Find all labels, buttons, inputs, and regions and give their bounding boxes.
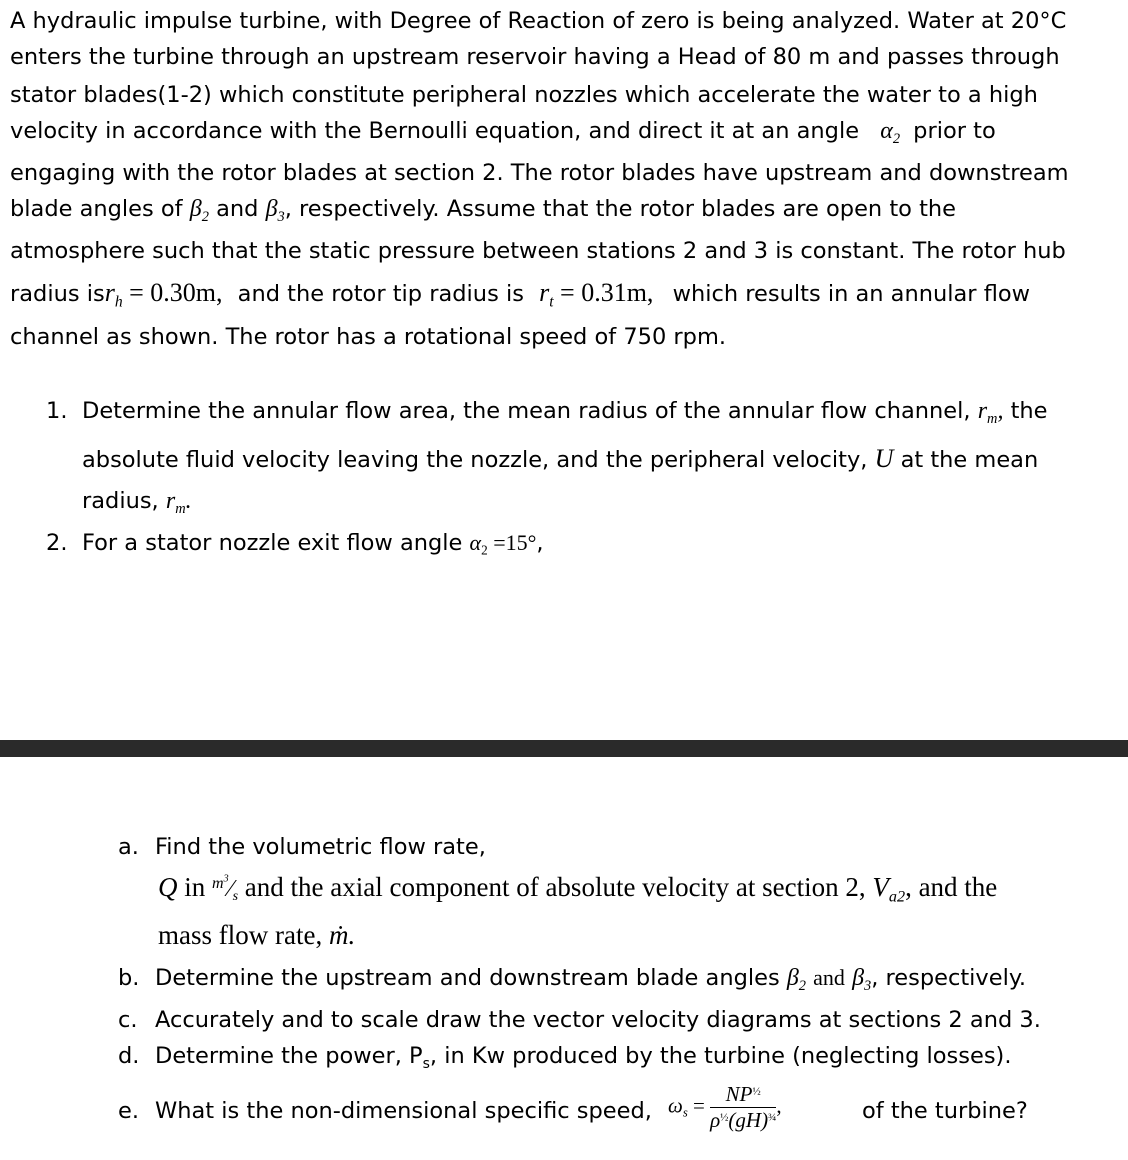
part-d-line: Determine the power, $P_s$, in Kw produced by the turbine (neglecting losses). [155, 1043, 1012, 1072]
intro-line-4-end: prior to [913, 118, 996, 144]
intro-line-8-text: radius is [10, 281, 105, 307]
m3-unit: m3 [212, 873, 229, 892]
in-word: in [184, 872, 206, 902]
intro-line-6-end: , respectively. Assume that the rotor blades are open to the [284, 196, 957, 222]
intro-line-6-and: and [216, 196, 259, 222]
q-symbol: Q [158, 872, 178, 902]
u-symbol: U [874, 444, 894, 473]
intro-line-4 [10, 118, 996, 148]
beta-2-symbol-b: $\beta_2$ [786, 965, 806, 995]
question-1-line-3 [82, 488, 192, 518]
part-c-text: Accurately and to scale draw the vector velocity diagrams at sections 2 and 3. [155, 1007, 1041, 1033]
specific-speed-fraction [710, 1082, 776, 1133]
part-a-line-3 [158, 920, 355, 951]
part-e-text-2: of the turbine? [862, 1098, 1028, 1124]
part-d-label: d. [118, 1043, 140, 1069]
question-1-text-a: Determine the annular flow area, the mean radius of the annular flow channel, [82, 398, 971, 424]
beta-3-symbol: $\beta_3$ [265, 196, 285, 226]
part-a-line-2: Q in $^{m^3}$⁄s and the axial component of absolute velocity at section 2, $V_{a2}$, and the [158, 872, 998, 906]
part-b-line [155, 965, 1026, 995]
intro-line-5: engaging with the rotor blades at section 2. The rotor blades have upstream and downstream [10, 160, 1069, 186]
alpha-2-symbol: $\alpha_2$ [880, 118, 901, 148]
question-2-line: For a stator nozzle exit flow angle $\alpha_2 =15^\circ$, [82, 530, 544, 558]
intro-line-6-text: blade angles of [10, 196, 183, 222]
part-a-text: Find the volumetric flow rate, [155, 834, 486, 860]
part-d-text: Determine the power, P [155, 1043, 423, 1069]
mdot-symbol: ṁ. [328, 920, 356, 950]
beta-2-symbol: $\beta_2$ [189, 196, 209, 226]
part-e-text: What is the non-dimensional specific speed, [155, 1098, 652, 1124]
intro-line-8-mid: and the rotor tip radius is [237, 281, 524, 307]
question-1-line-2 [82, 444, 1038, 474]
intro-line-8 [10, 278, 1030, 311]
question-1-number: 1. [46, 398, 68, 424]
rm-symbol: $r_m$, [977, 398, 1004, 428]
part-e-label: e. [118, 1098, 139, 1124]
rt-equation: $r_t = 0.31m$, [539, 278, 654, 311]
va2-symbol: $V_{a2}$ [872, 872, 906, 906]
intro-line-9: channel as shown. The rotor has a rotational speed of 750 rpm. [10, 324, 727, 350]
intro-line-8-end: which results in an annular flow [672, 281, 1031, 307]
part-b-and: and [813, 965, 845, 990]
part-a-line-2-end: , and the [905, 872, 998, 902]
question-1-text-d: at the mean [900, 447, 1039, 473]
intro-line-7: atmosphere such that the static pressure between stations 2 and 3 is constant. The rotor hub [10, 238, 1066, 264]
omega-symbol: ω [668, 1093, 683, 1118]
question-2-number: 2. [46, 530, 68, 556]
part-a-line-3-text: mass flow rate, [158, 920, 323, 950]
fraction-denominator: $\rho^{\frac{1}{2}}(gH)^{\frac{3}{4}}$ [710, 1108, 777, 1132]
question-2-text: For a stator nozzle exit flow angle [82, 530, 463, 556]
part-a-label: a. [118, 834, 139, 860]
question-1-text-e: radius, [82, 488, 159, 514]
intro-line-3: stator blades(1-2) which constitute peripheral nozzles which accelerate the water to a high [10, 82, 1038, 108]
specific-speed-formula: $\omega_s$ = $\frac{NP^{\frac{1}{2}}}{\rho^{\frac{1}{2}}(gH)^{\frac{3}{4}}}$ , [668, 1082, 782, 1132]
equals-sign: = [692, 1093, 705, 1118]
fraction-numerator: $NP^{\frac{1}{2}}$ [710, 1082, 776, 1108]
rm-symbol-2: $r_m$. [165, 488, 192, 518]
part-c-label: c. [118, 1007, 138, 1033]
rh-equation: $r_h = 0.30m$, [104, 278, 223, 311]
intro-line-4-text: velocity in accordance with the Bernoulli equation, and direct it at an angle [10, 118, 860, 144]
part-b-end: , respectively. [871, 965, 1027, 991]
part-d-text-2: , in Kw produced by the turbine (neglecting losses). [429, 1043, 1012, 1069]
beta-3-symbol-b: $\beta_3$ [852, 965, 872, 995]
section-divider [0, 740, 1128, 757]
question-1-text-b: the [1010, 398, 1048, 424]
question-1-line-1 [82, 398, 1048, 428]
part-b-label: b. [118, 965, 140, 991]
alpha-equation: $\alpha_2 =15^\circ$ [469, 530, 537, 558]
part-a-line-2-text: and the axial component of absolute velocity at section 2, [244, 872, 866, 902]
intro-line-1: A hydraulic impulse turbine, with Degree of Reaction of zero is being analyzed. Water at 20°C [10, 8, 1067, 34]
part-b-text: Determine the upstream and downstream blade angles [155, 965, 780, 991]
question-1-text-c: absolute fluid velocity leaving the nozzle, and the peripheral velocity, [82, 447, 868, 473]
intro-line-6 [10, 196, 956, 226]
intro-line-2: enters the turbine through an upstream reservoir having a Head of 80 m and passes through [10, 44, 1060, 70]
